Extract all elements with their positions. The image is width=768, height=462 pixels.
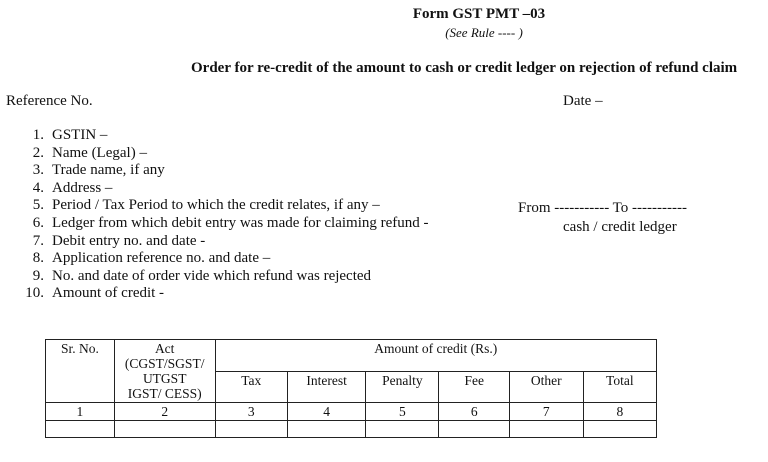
amount-of-credit-header: Amount of credit (Rs.) (215, 340, 656, 372)
column-number: 1 (46, 403, 115, 421)
period-from-to: From ----------- To ----------- (518, 200, 687, 216)
credit-table (45, 339, 657, 438)
table-cell (46, 421, 115, 438)
item-number: 10. (25, 285, 44, 302)
act-line: UTGST (142, 371, 187, 386)
item-text: Ledger from which debit entry was made for claiming refund - (52, 214, 429, 231)
item-text: Debit entry no. and date - (52, 232, 206, 249)
list-item (24, 233, 429, 251)
list-item (24, 250, 429, 268)
list-item (24, 145, 429, 163)
column-number: 8 (583, 403, 656, 421)
list-item (24, 127, 429, 145)
column-number: 2 (114, 403, 215, 421)
list-item (24, 268, 429, 286)
item-text: Application reference no. and date – (52, 250, 271, 267)
column-number: 5 (366, 403, 439, 421)
item-number: 9. (32, 267, 44, 284)
column-number: 7 (509, 403, 583, 421)
tax-header: Tax (215, 371, 287, 403)
act-line: (CGST/SGST/ (124, 356, 205, 371)
date-label: Date – (563, 93, 603, 109)
list-item (24, 180, 429, 198)
ledger-text: cash / credit ledger (563, 219, 677, 235)
reference-no-label: Reference No. (6, 93, 93, 109)
act-header (114, 340, 215, 403)
item-text: GSTIN – (52, 127, 108, 143)
list-item (24, 215, 429, 233)
column-number: 6 (439, 403, 510, 421)
interest-header: Interest (287, 371, 365, 403)
item-number: 8. (32, 250, 44, 267)
table-row (46, 403, 657, 421)
act-line: IGST/ CESS) (127, 386, 202, 401)
item-text: Period / Tax Period to which the credit relates, if any – (52, 197, 380, 214)
details-list (24, 127, 429, 303)
item-text: Address – (52, 179, 113, 196)
item-number: 4. (32, 179, 44, 196)
table-cell (366, 421, 439, 438)
form-title: Form GST PMT –03 (412, 6, 546, 22)
table-cell (114, 421, 215, 438)
act-line: Act (154, 341, 175, 356)
item-text: Amount of credit - (52, 285, 165, 302)
item-number: 3. (32, 162, 44, 179)
item-text: Name (Legal) – (52, 144, 147, 161)
sr-no-header: Sr. No. (46, 340, 115, 403)
list-item (24, 162, 429, 180)
item-text: No. and date of order vide which refund was rejected (52, 267, 372, 284)
table-header-row (46, 340, 657, 372)
other-header: Other (509, 371, 583, 403)
item-text: Trade name, if any (52, 162, 165, 179)
table-cell (509, 421, 583, 438)
table-row (46, 421, 657, 438)
list-item (24, 285, 429, 303)
table-cell (287, 421, 365, 438)
rule-reference: (See Rule ---- ) (445, 25, 523, 40)
list-item (24, 197, 429, 215)
item-number: 5. (32, 197, 44, 214)
table-cell (439, 421, 510, 438)
column-number: 3 (215, 403, 287, 421)
table-cell (215, 421, 287, 438)
item-number: 1. (32, 127, 44, 143)
penalty-header: Penalty (366, 371, 439, 403)
fee-header: Fee (439, 371, 510, 403)
total-header: Total (583, 371, 656, 403)
item-number: 2. (32, 144, 44, 161)
order-title: Order for re-credit of the amount to cash or credit ledger on rejection of refund claim (191, 60, 738, 76)
table-cell (583, 421, 656, 438)
item-number: 7. (32, 232, 44, 249)
item-number: 6. (32, 214, 44, 231)
column-number: 4 (287, 403, 365, 421)
